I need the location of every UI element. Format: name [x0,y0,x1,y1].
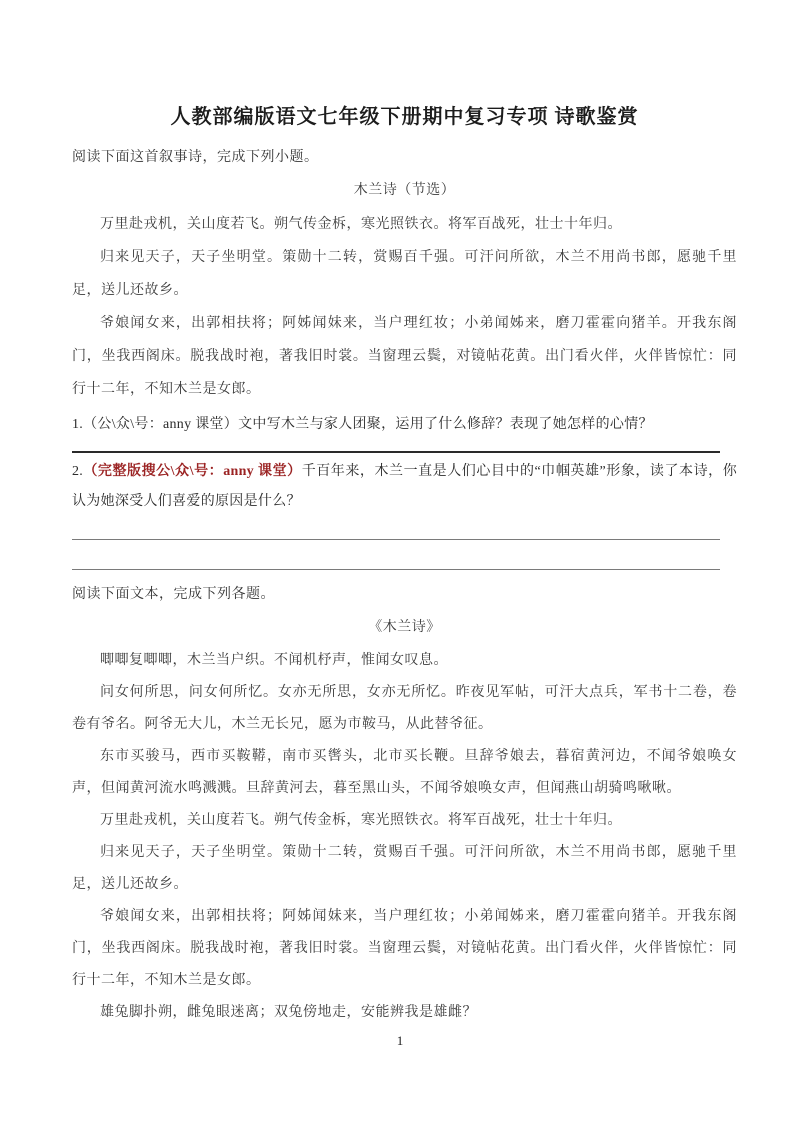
section2-poem-title: 《木兰诗》 [368,620,441,635]
answer-line [72,539,720,540]
poem-paragraph: 归来见天子，天子坐明堂。策勋十二转，赏赐百千强。可汗问所欲，木兰不用尚书郎，愿驰千里足，送儿还故乡。 [72,250,737,298]
poem-full [72,645,737,1029]
poem-paragraph: 万里赴戎机，关山度若飞。朔气传金柝，寒光照铁衣。将军百战死，壮士十年归。 [100,813,622,828]
page-title: 人教部编版语文七年级下册期中复习专项 诗歌鉴赏 [170,106,639,128]
question-2-channel-note: （完整版搜公\众\号：anny 课堂） [83,464,302,479]
poem-paragraph: 问女何所思，问女何所忆。女亦无所思，女亦无所忆。昨夜见军帖，可汗大点兵，军书十二卷，卷卷有爷名。阿爷无大儿，木兰无长兄，愿为市鞍马，从此替爷征。 [72,685,737,732]
question-1-number: 1. [72,417,84,432]
question-2-text: 千百年来，木兰一直是人们心目中的“巾帼英雄”形象，读了本诗，你认为她深受人们喜爱的原因是什么？ [72,464,737,509]
poem-paragraph: 爷娘闻女来，出郭相扶将；阿姊闻妹来，当户理红妆；小弟闻姊来，磨刀霍霍向猪羊。开我东阁门，坐我西阁床。脱我战时袍，著我旧时裳。当窗理云鬓，对镜帖花黄。出门看火伴，火伴皆惊忙：同行十二年，不知木兰是女郎。 [72,909,737,988]
section-excerpt [72,146,737,570]
answer-line [72,569,720,570]
question-1-channel-note: （公\众\号：anny 课堂） [83,417,239,432]
poem-excerpt [72,208,737,406]
question-1 [72,410,737,440]
poem-paragraph: 雄兔脚扑朔，雌兔眼迷离；双兔傍地走，安能辨我是雄雌？ [100,1005,477,1020]
question-2-number: 2. [72,464,84,479]
poem-paragraph: 爷娘闻女来，出郭相扶将；阿姊闻妹来，当户理红妆；小弟闻姊来，磨刀霍霍向猪羊。开我东阁门，坐我西阁床。脱我战时袍，著我旧时裳。当窗理云鬓，对镜帖花黄。出门看火伴，火伴皆惊忙：同行十二年，不知木兰是女郎。 [72,316,737,397]
section2-instruction: 阅读下面文本，完成下列各题。 [72,587,275,602]
poem-paragraph: 东市买骏马，西市买鞍鞯，南市买辔头，北市买长鞭。旦辞爷娘去，暮宿黄河边，不闻爷娘唤女声，但闻黄河流水鸣溅溅。旦辞黄河去，暮至黑山头，不闻爷娘唤女声，但闻燕山胡骑鸣啾啾。 [72,749,737,796]
page-number: 1 [396,1033,404,1048]
question-1-text: 文中写木兰与家人团聚，运用了什么修辞？表现了她怎样的心情？ [238,417,653,432]
poem-paragraph: 万里赴戎机，关山度若飞。朔气传金柝，寒光照铁衣。将军百战死，壮士十年归。 [100,217,622,232]
section1-instruction: 阅读下面这首叙事诗，完成下列小题。 [72,150,319,165]
section-full-poem [72,583,737,1029]
poem-paragraph: 归来见天子，天子坐明堂。策勋十二转，赏赐百千强。可汗问所欲，木兰不用尚书郎，愿驰千里足，送儿还故乡。 [72,845,737,892]
section1-poem-title: 木兰诗（节选） [353,183,456,198]
answer-line [72,451,720,453]
poem-paragraph: 唧唧复唧唧，木兰当户织。不闻机杼声，惟闻女叹息。 [100,653,448,668]
question-2 [72,457,737,517]
